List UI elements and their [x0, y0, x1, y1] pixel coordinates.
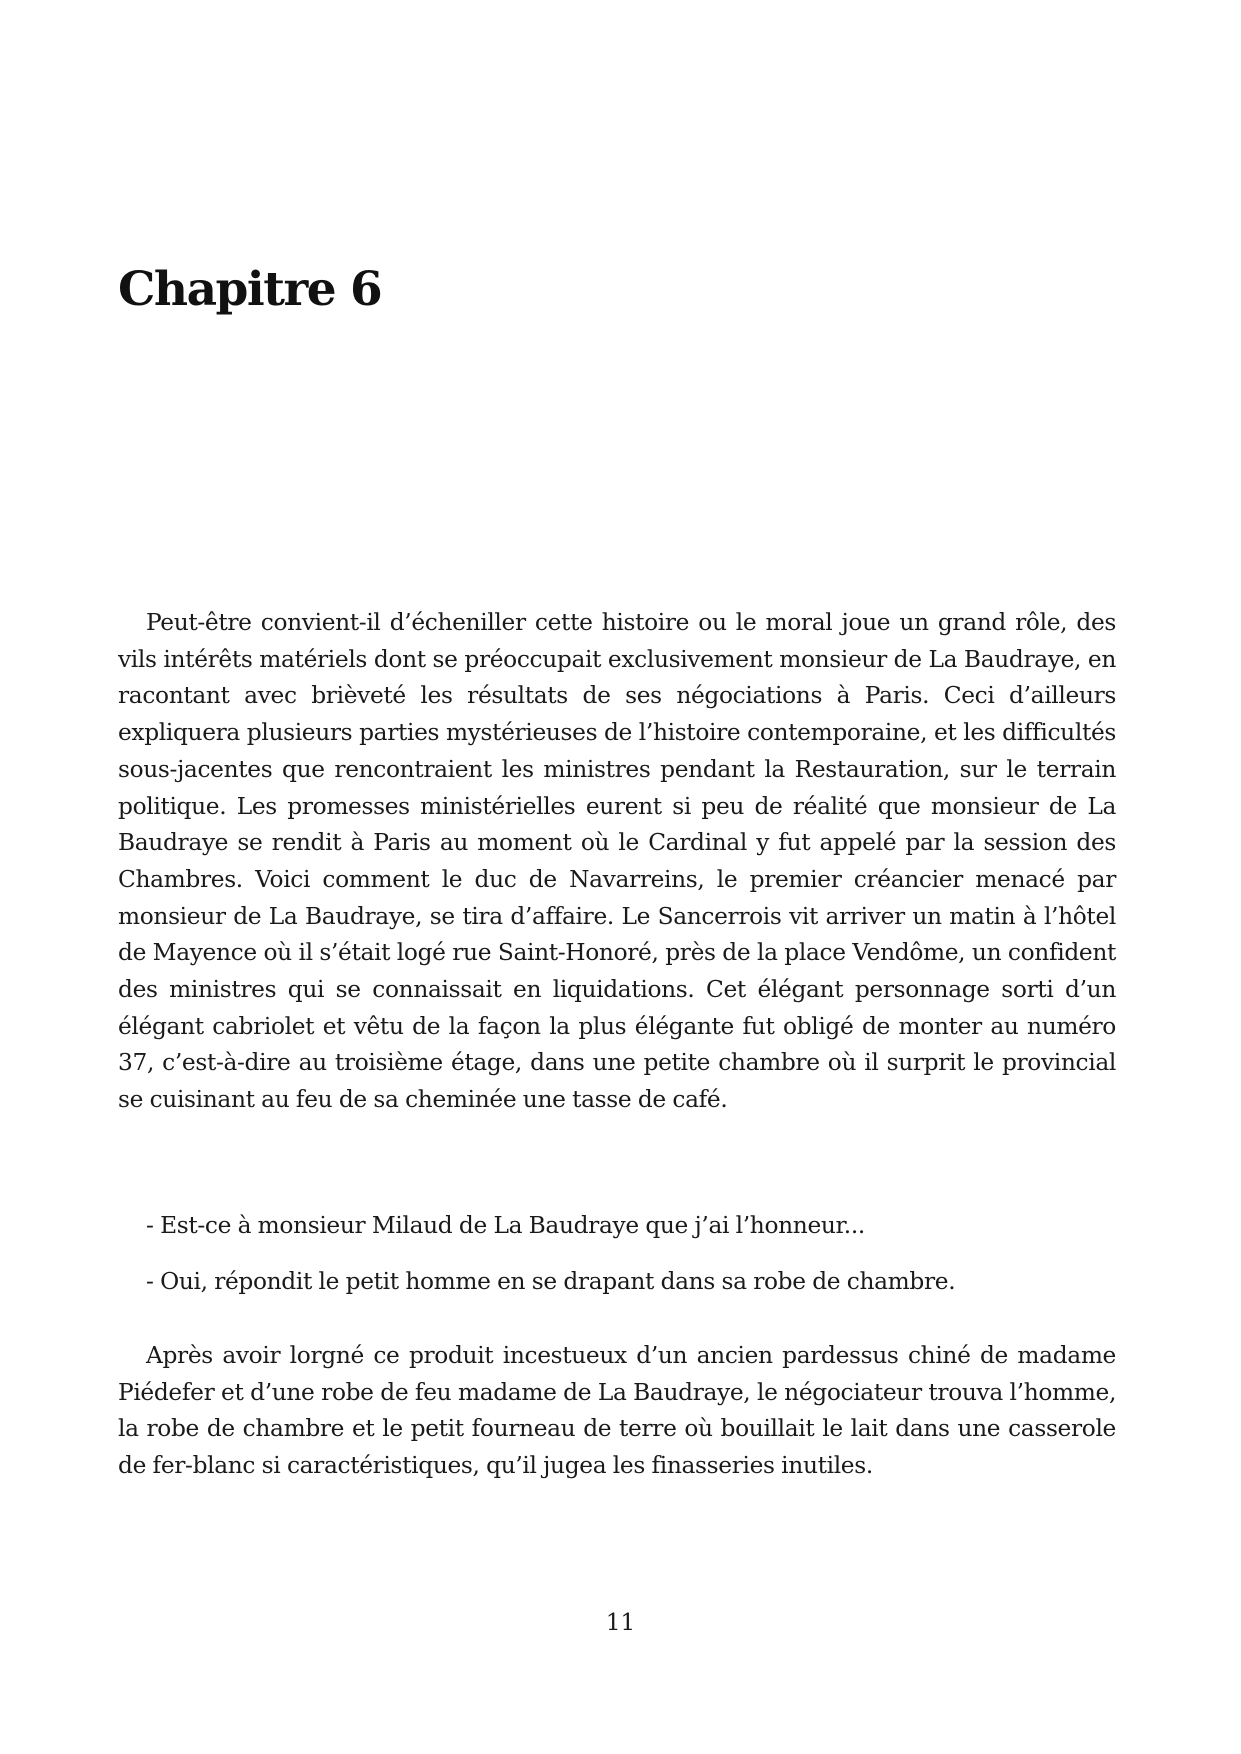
body-paragraph: Après avoir lorgné ce produit incestueux d’un ancien pardessus chiné de madame Piédefer et d’une robe de feu madame de La Baudraye, le négociateur trouva l’homme, la robe de chambre et le petit fourneau de terre où bouillait le lait dans une casserole de fer-blanc si caractéristiques, qu’il jugea les finasseries inutiles. [118, 1342, 1116, 1480]
dialogue-block [118, 1208, 1116, 1245]
chapter-title: Chapitre 6 [118, 262, 382, 317]
paragraph-block [118, 1338, 1116, 1485]
dialogue-line: - Oui, répondit le petit homme en se drapant dans sa robe de chambre. [146, 1268, 956, 1295]
page-number: 11 [605, 1610, 636, 1636]
dialogue-line: - Est-ce à monsieur Milaud de La Baudraye que j’ai l’honneur... [146, 1212, 865, 1239]
body-paragraph: Peut-être convient-il d’écheniller cette histoire ou le moral joue un grand rôle, des vils intérêts matériels dont se préoccupait exclusivement monsieur de La Baudraye, en racontant avec brièveté les résultats de ses négociations à Paris. Ceci d’ailleurs expliquera plusieurs parties mystérieuses de l’histoire contemporaine, et les difficultés sous-jacentes que rencontraient les ministres pendant la Restauration, sur le terrain politique. Les promesses ministérielles eurent si peu de réalité que monsieur de La Baudraye se rendit à Paris au moment où le Cardinal y fut appelé par la session des Chambres. Voici comment le duc de Navarreins, le premier créancier menacé par monsieur de La Baudraye, se tira d’affaire. Le Sancerrois vit arriver un matin à l’hôtel de Mayence où il s’était logé rue Saint-Honoré, près de la place Vendôme, un confident des ministres qui se connaissait en liquidations. Cet élégant personnage sorti d’un élégant cabriolet et vêtu de la façon la plus élégante fut obligé de monter au numéro 37, c’est-à-dire au troisième étage, dans une petite chambre où il surprit le provincial se cuisinant au feu de sa cheminée une tasse de café. [118, 609, 1116, 1114]
paragraph-block [118, 605, 1116, 1119]
dialogue-block [118, 1264, 1116, 1301]
